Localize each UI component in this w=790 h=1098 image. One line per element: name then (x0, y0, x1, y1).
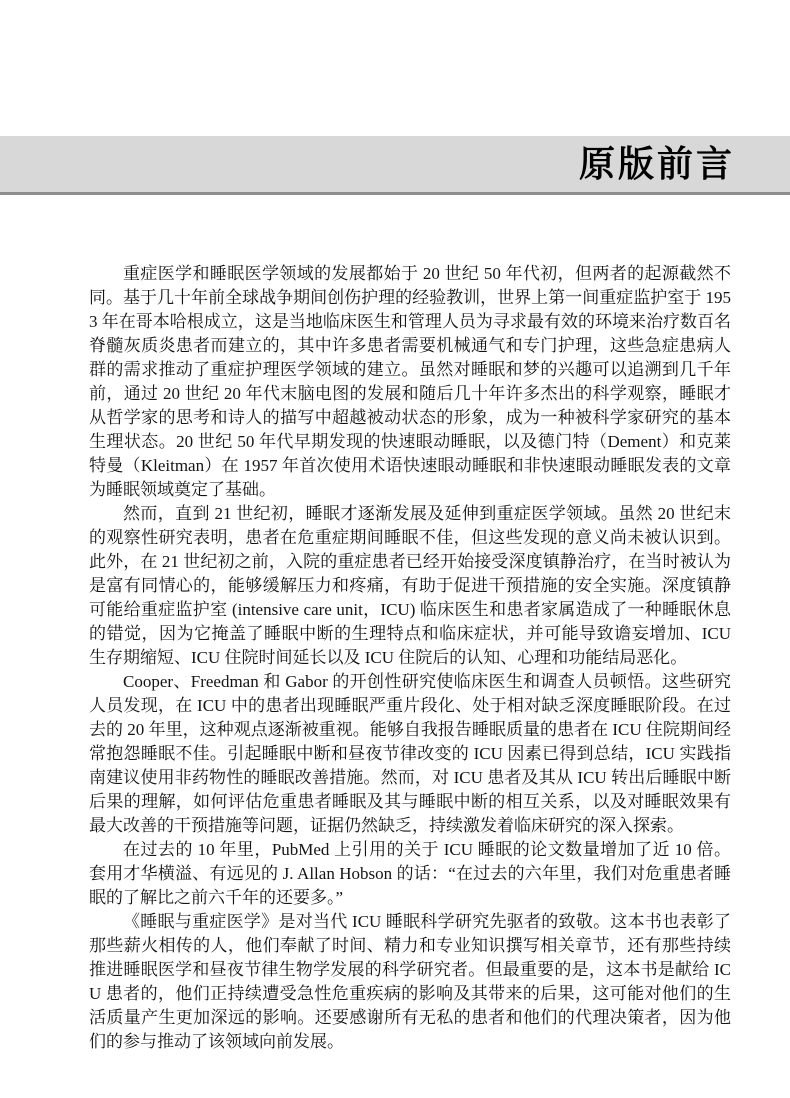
chapter-header-band (0, 136, 790, 195)
page-title: 原版前言 (578, 144, 735, 184)
preface-paragraph-3: Cooper、Freedman 和 Gabor 的开创性研究使临床医生和调查人员顿悟。这些研究人员发现，在 ICU 中的患者出现睡眠严重片段化、处于相对缺乏深度睡眠阶段。在过去的 20 年里，这种观点逐渐被重视。能够自我报告睡眠质量的患者在 ICU 住院期间经常抱怨睡眠不佳。引起睡眠中断和昼夜节律改变的 ICU 因素已得到总结，ICU 实践指南建议使用非药物性的睡眠改善措施。然而，对 ICU 患者及其从 ICU 转出后睡眠中断后果的理解，如何评估危重患者睡眠及其与睡眠中断的相互关系，以及对睡眠效果有最大改善的干预措施等问题，证据仍然缺乏，持续激发着临床研究的深入探索。 (89, 672, 731, 835)
preface-body (89, 262, 731, 1054)
preface-paragraph-5: 《睡眠与重症医学》是对当代 ICU 睡眠科学研究先驱者的致敬。这本书也表彰了那些薪火相传的人，他们奉献了时间、精力和专业知识撰写相关章节，还有那些持续推进睡眠医学和昼夜节律生物学发展的科学研究者。但最重要的是，这本书是献给 ICU 患者的，他们正持续遭受急性危重疾病的影响及其带来的后果，这可能对他们的生活质量产生更加深远的影响。还要感谢所有无私的患者和他们的代理决策者，因为他们的参与推动了该领域向前发展。 (89, 912, 731, 1051)
preface-paragraph-2: 然而，直到 21 世纪初，睡眠才逐渐发展及延伸到重症医学领域。虽然 20 世纪末的观察性研究表明，患者在危重症期间睡眠不佳，但这些发现的意义尚未被认识到。此外，在 21 世纪初之前，入院的重症患者已经开始接受深度镇静治疗，在当时被认为是富有同情心的，能够缓解压力和疼痛，有助于促进干预措施的安全实施。深度镇静可能给重症监护室 (intensive care unit，ICU) 临床医生和患者家属造成了一种睡眠休息的错觉，因为它掩盖了睡眠中断的生理特点和临床症状，并可能导致谵妄增加、ICU 生存期缩短、ICU 住院时间延长以及 ICU 住院后的认知、心理和功能结局恶化。 (89, 504, 731, 667)
preface-paragraph-1: 重症医学和睡眠医学领域的发展都始于 20 世纪 50 年代初，但两者的起源截然不同。基于几十年前全球战争期间创伤护理的经验教训，世界上第一间重症监护室于 1953 年在哥本哈根成立，这是当地临床医生和管理人员为寻求最有效的环境来治疗数百名脊髓灰质炎患者而建立的，其中许多患者需要机械通气和专门护理，这些急症患病人群的需求推动了重症护理医学领域的建立。虽然对睡眠和梦的兴趣可以追溯到几千年前，通过 20 世纪 20 年代末脑电图的发展和随后几十年许多杰出的科学观察，睡眠才从哲学家的思考和诗人的描写中超越被动状态的形象，成为一种被科学家研究的基本生理状态。20 世纪 50 年代早期发现的快速眼动睡眠，以及德门特（Dement）和克莱特曼（Kleitman）在 1957 年首次使用术语快速眼动睡眠和非快速眼动睡眠发表的文章为睡眠领域奠定了基础。 (89, 264, 731, 499)
preface-paragraph-4: 在过去的 10 年里，PubMed 上引用的关于 ICU 睡眠的论文数量增加了近 10 倍。套用才华横溢、有远见的 J. Allan Hobson 的话：“在过去的六年里，我们对危重患者睡眠的了解比之前六千年的还要多。” (89, 840, 731, 907)
